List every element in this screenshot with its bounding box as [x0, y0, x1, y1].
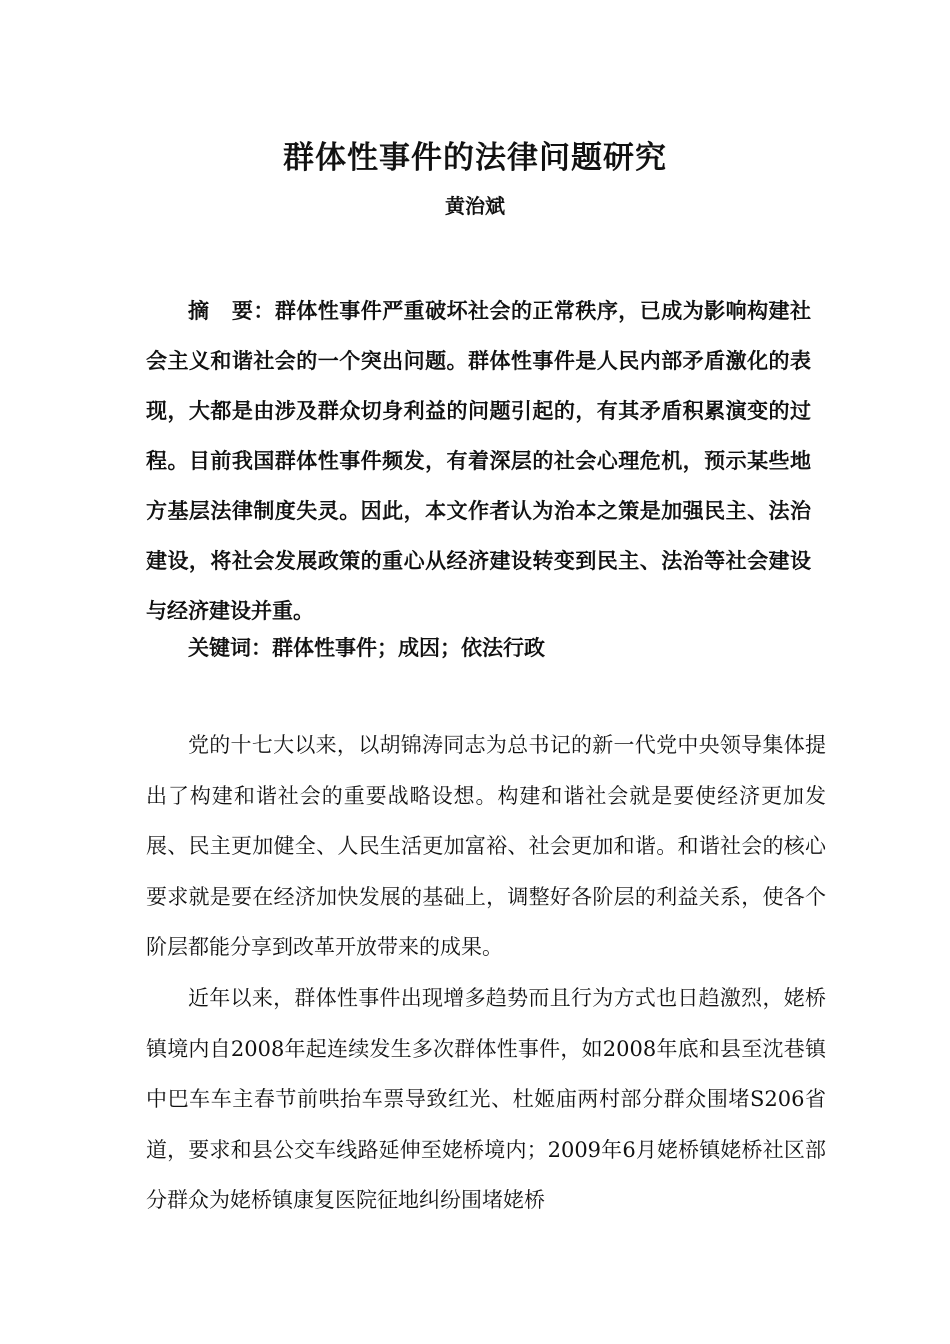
abstract-text: 群体性事件严重破坏社会的正常秩序，已成为影响构建社会主义和谐社会的一个突出问题。群体性事件是人民内部矛盾激化的表现，大都是由涉及群众切身利益的问题引起的，有其矛盾积累演变的过程。目前我国群体性事件频发，有着深层的社会心理危机，预示某些地方基层法律制度失灵。因此，本文作者认为治本之策是加强民主、法治建设，将社会发展政策的重心从经济建设转变到民主、法治等社会建设与经济建设并重。	[146, 299, 812, 623]
body-paragraph-2: 近年以来，群体性事件出现增多趋势而且行为方式也日趋激烈，姥桥镇境内自2008年起连续发生多次群体性事件，如2008年底和县至沈巷镇中巴车车主春节前哄抬车票导致红光、杜姬庙两村部分群众围堵S206省道，要求和县公交车线路延伸至姥桥境内；2009年6月姥桥镇姥桥社区部分群众为姥桥镇康复医院征地纠纷围堵姥桥	[146, 986, 826, 1212]
abstract-paragraph	[146, 286, 811, 636]
keywords-label: 关键词：	[188, 636, 272, 660]
body-paragraph-1: 党的十七大以来，以胡锦涛同志为总书记的新一代党中央领导集体提出了构建和谐社会的重要战略设想。构建和谐社会就是要使经济更加发展、民主更加健全、人民生活更加富裕、社会更加和谐。和谐社会的核心要求就是要在经济加快发展的基础上，调整好各阶层的利益关系，使各个阶层都能分享到改革开放带来的成果。	[146, 733, 826, 959]
keywords-line	[188, 632, 545, 664]
author-name: 黄治斌	[445, 194, 505, 218]
keywords-text: 群体性事件；成因；依法行政	[272, 636, 545, 660]
document-title: 群体性事件的法律问题研究	[283, 140, 667, 176]
abstract-label-part2: 要：	[231, 299, 275, 323]
abstract-label-part1: 摘	[188, 299, 210, 323]
